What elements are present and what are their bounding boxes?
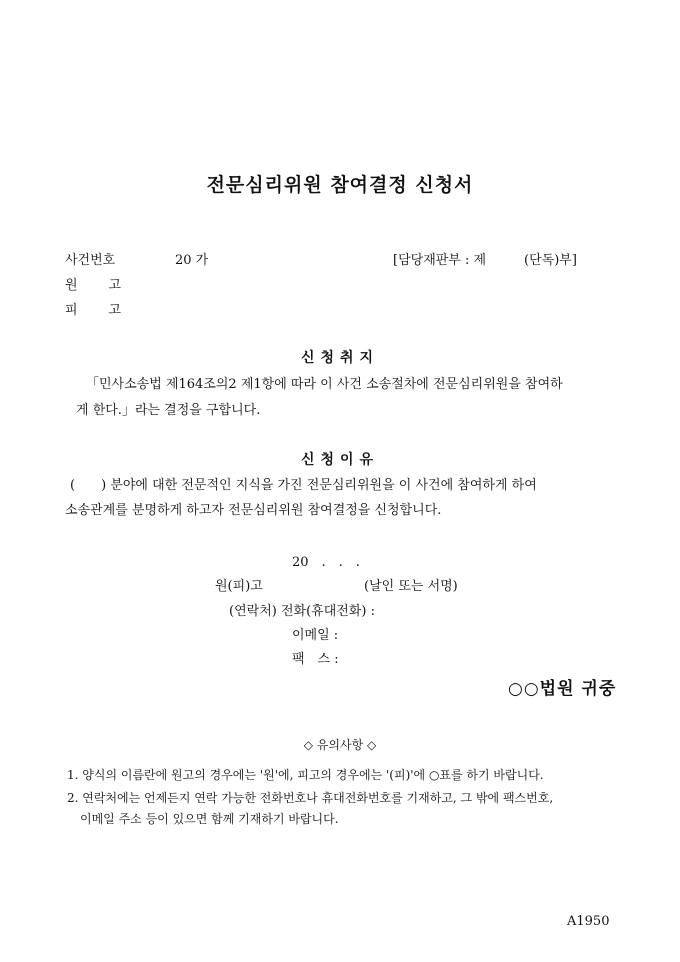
notice-item-2-line-1: 2. 연락처에는 언제든지 연락 가능한 전화번호나 휴대전화번호를 기재하고, 그 밖에 팩스번호, bbox=[67, 791, 554, 805]
purpose-line-2: 게 한다.」라는 결정을 구합니다. bbox=[76, 403, 261, 418]
purpose-heading: 신청취지 bbox=[300, 350, 380, 366]
email-label: 이메일 : bbox=[292, 628, 339, 643]
form-code: A1950 bbox=[567, 914, 610, 929]
division-label: [담당재판부 : 제 bbox=[393, 253, 487, 268]
notice-item-2-line-2: 이메일 주소 등이 있으면 함께 기재하기 바랍니다. bbox=[80, 812, 339, 826]
reason-line-1: ( ) 분야에 대한 전문적인 지식을 가진 전문심리위원을 이 사건에 참여하게 하여 bbox=[70, 478, 537, 493]
document-title: 전문심리위원 참여결정 신청서 bbox=[206, 174, 474, 196]
division-suffix: (단독)부] bbox=[524, 253, 577, 268]
notice-heading: ◇ 유의사항 ◇ bbox=[303, 738, 377, 752]
fax-label: 팩 스 : bbox=[292, 652, 339, 667]
case-number-value: 20 가 bbox=[175, 253, 209, 268]
case-number-label: 사건번호 bbox=[65, 253, 116, 268]
plaintiff-label: 원 고 bbox=[65, 278, 121, 293]
reason-heading: 신청이유 bbox=[300, 452, 380, 468]
application-date: 20 . . . bbox=[292, 555, 360, 570]
reason-line-2: 소송관계를 분명하게 하고자 전문심리위원 참여결정을 신청합니다. bbox=[65, 503, 442, 518]
seal-or-signature: (날인 또는 서명) bbox=[364, 579, 458, 594]
notice-item-1: 1. 양식의 이름란에 원고의 경우에는 '원'에, 피고의 경우에는 '(피)'에 ○표를 하기 바랍니다. bbox=[67, 768, 544, 782]
purpose-line-1: 「민사소송법 제164조의2 제1항에 따라 이 사건 소송절차에 전문심리위원을 참여하 bbox=[86, 377, 563, 392]
applicant-label: 원(피)고 bbox=[215, 579, 263, 594]
court-addressee: ○○법원 귀중 bbox=[508, 679, 617, 699]
contact-phone-label: (연락처) 전화(휴대전화) : bbox=[229, 604, 375, 619]
defendant-label: 피 고 bbox=[65, 303, 121, 318]
